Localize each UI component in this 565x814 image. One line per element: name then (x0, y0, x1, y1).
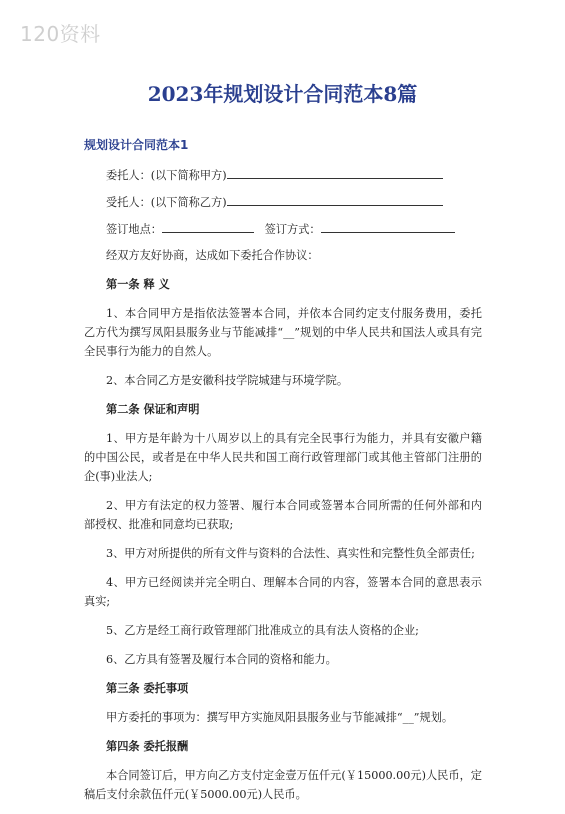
watermark-logo: 120资料 (20, 22, 101, 46)
client-label: 委托人：(以下简称甲方) (106, 169, 227, 182)
contractor-blank (227, 192, 443, 206)
section-heading: 第三条 委托事项 (106, 682, 189, 695)
contractor-field (84, 192, 482, 212)
method-blank (321, 219, 455, 233)
section-heading: 第一条 释 义 (106, 278, 170, 291)
document-body (84, 165, 482, 814)
clause-paragraph: 6、乙方具有签署及履行本合同的资格和能力。 (106, 653, 337, 666)
method-label: 签订方式： (264, 223, 321, 236)
intro-paragraph: 经双方友好协商，达成如下委托合作协议： (106, 249, 319, 262)
contractor-label: 受托人：(以下简称乙方) (106, 196, 227, 209)
section-subtitle: 规划设计合同范本1 (84, 138, 189, 152)
section-heading: 第四条 委托报酬 (106, 740, 189, 753)
client-blank (227, 165, 443, 179)
clause-paragraph: 2、甲方有法定的权力签署、履行本合同或签署本合同所需的任何外部和内部授权、批准和同意均已获取; (84, 499, 482, 531)
clause-paragraph: 2、本合同乙方是安徽科技学院城建与环境学院。 (106, 374, 349, 387)
document-title: 2023年规划设计合同范本8篇 (147, 82, 418, 106)
place-blank (162, 219, 254, 233)
client-field (84, 165, 482, 185)
section-heading: 第二条 保证和声明 (106, 403, 200, 416)
clause-paragraph: 4、甲方已经阅读并完全明白、理解本合同的内容，签署本合同的意思表示真实; (84, 576, 482, 608)
clause-paragraph: 3、甲方对所提供的所有文件与资料的合法性、真实性和完整性负全部责任; (106, 547, 475, 560)
clause-paragraph: 5、乙方是经工商行政管理部门批准成立的具有法人资格的企业; (106, 624, 419, 637)
clause-paragraph: 1、本合同甲方是指依法签署本合同，并依本合同约定支付服务费用，委托乙方代为撰写凤阳县服务业与节能减排“__”规划的中华人民共和国法人或具有完全民事行为能力的自然人。 (84, 307, 482, 358)
clause-paragraph: 本合同签订后，甲方向乙方支付定金壹万伍仟元(￥15000.00元)人民币，定稿后支付余款伍仟元(￥5000.00元)人民币。 (84, 769, 482, 801)
signing-row (84, 219, 482, 239)
place-label: 签订地点： (106, 223, 162, 236)
clause-paragraph: 1、甲方是年龄为十八周岁以上的具有完全民事行为能力，并具有安徽户籍的中国公民，或者是在中华人民共和国工商行政管理部门或其他主管部门注册的企(事)业法人; (84, 432, 482, 483)
clause-paragraph: 甲方委托的事项为：撰写甲方实施凤阳县服务业与节能减排“__”规划。 (106, 711, 454, 724)
